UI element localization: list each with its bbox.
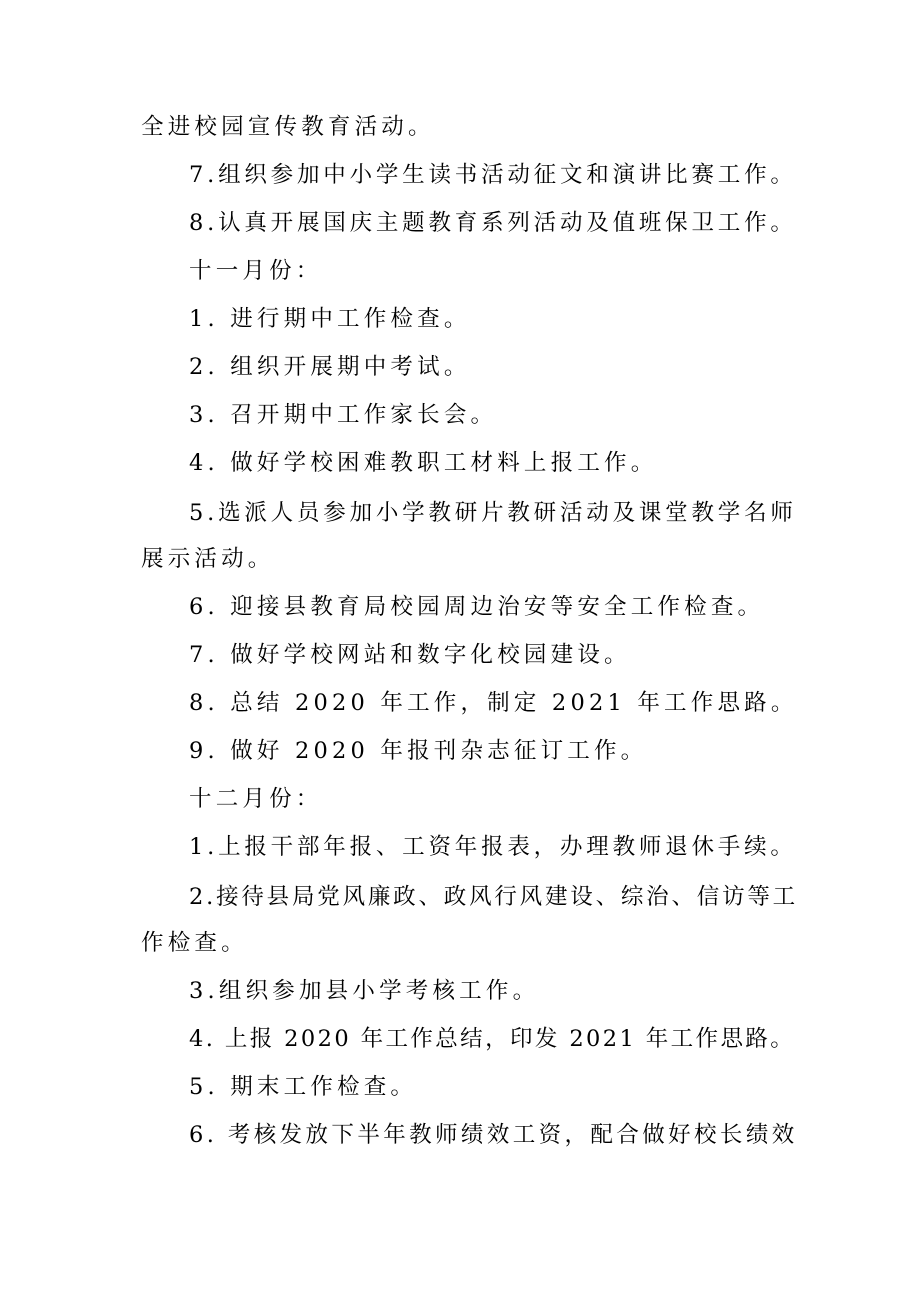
october-item-8: 8.认真开展国庆主题教育系列活动及值班保卫工作。: [189, 210, 797, 236]
november-item-2: 2. 组织开展期中考试。: [189, 354, 471, 380]
december-heading: 十二月份：: [189, 786, 323, 812]
november-item-8: 8. 总结 2020 年工作，制定 2021 年工作思路。: [189, 690, 798, 716]
november-heading: 十一月份：: [189, 258, 323, 284]
october-item-7: 7.组织参加中小学生读书活动征文和演讲比赛工作。: [189, 162, 797, 188]
december-item-2: 2.接待县局党风廉政、政风行风建设、综治、信访等工: [189, 884, 798, 910]
december-item-2-continuation: 作检查。: [141, 930, 248, 956]
december-item-3: 3.组织参加县小学考核工作。: [189, 978, 540, 1004]
november-item-3: 3. 召开期中工作家长会。: [189, 402, 498, 428]
november-item-5: 5.选派人员参加小学教研片教研活动及课堂教学名师: [189, 500, 797, 526]
november-item-6: 6. 迎接县教育局校园周边治安等安全工作检查。: [189, 594, 765, 620]
november-item-7: 7. 做好学校网站和数字化校园建设。: [189, 642, 631, 668]
december-item-4: 4. 上报 2020 年工作总结，印发 2021 年工作思路。: [189, 1026, 796, 1052]
november-item-1: 1. 进行期中工作检查。: [189, 306, 471, 332]
november-item-5-continuation: 展示活动。: [141, 546, 275, 572]
november-item-9: 9. 做好 2020 年报刊杂志征订工作。: [189, 738, 648, 764]
december-item-6: 6. 考核发放下半年教师绩效工资，配合做好校长绩效: [189, 1122, 798, 1148]
november-item-4: 4. 做好学校困难教职工材料上报工作。: [189, 450, 658, 476]
december-item-1: 1.上报干部年报、工资年报表，办理教师退休手续。: [189, 834, 797, 860]
december-item-5: 5. 期末工作检查。: [189, 1074, 418, 1100]
paragraph-continuation-line: 全进校园宣传教育活动。: [141, 114, 435, 140]
